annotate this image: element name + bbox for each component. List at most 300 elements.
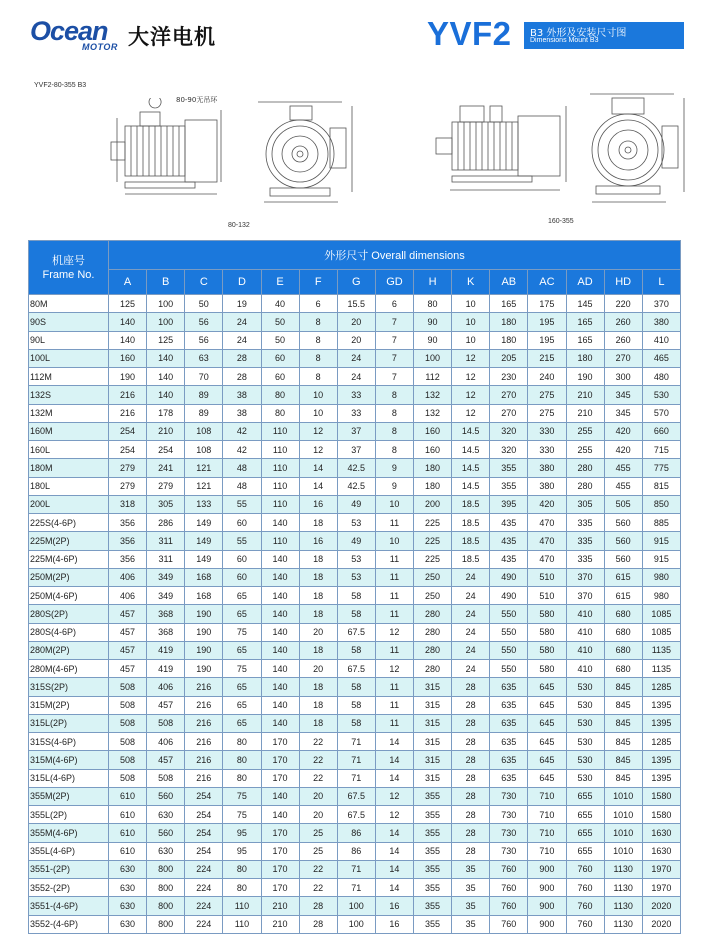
table-row	[29, 696, 681, 714]
dimension-cell: 1010	[604, 824, 642, 842]
dimension-cell: 35	[452, 860, 490, 878]
dimension-cell: 680	[604, 660, 642, 678]
dimension-cell: 160	[109, 349, 147, 367]
dimension-cell: 730	[490, 842, 528, 860]
frame-number-cell: 3551-(2P)	[29, 860, 109, 878]
dimension-cell: 190	[185, 641, 223, 659]
dimension-cell: 28	[452, 751, 490, 769]
dimension-cell: 18.5	[452, 495, 490, 513]
dimension-cell: 100	[337, 897, 375, 915]
dimension-cell: 356	[109, 514, 147, 532]
table-row	[29, 587, 681, 605]
dimension-cell: 25	[299, 824, 337, 842]
dimension-cell: 1130	[604, 915, 642, 933]
table-row	[29, 660, 681, 678]
dimension-cell: 14	[375, 824, 413, 842]
dimension-cell: 508	[109, 769, 147, 787]
column-header: AD	[566, 270, 604, 295]
dimension-cell: 355	[414, 842, 452, 860]
dimension-cell: 730	[490, 787, 528, 805]
dimension-cell: 53	[337, 568, 375, 586]
dimension-cell: 355	[414, 787, 452, 805]
dimension-cell: 760	[490, 879, 528, 897]
dimension-cell: 680	[604, 641, 642, 659]
dimension-cell: 508	[109, 678, 147, 696]
dimension-cell: 419	[147, 641, 185, 659]
dimension-cell: 37	[337, 422, 375, 440]
dimension-cell: 241	[147, 459, 185, 477]
dimension-cell: 89	[185, 386, 223, 404]
dimension-cell: 800	[147, 860, 185, 878]
dimension-cell: 160	[414, 422, 452, 440]
table-row	[29, 751, 681, 769]
dimension-cell: 508	[109, 696, 147, 714]
dimension-cell: 49	[337, 532, 375, 550]
dimension-cell: 18	[299, 605, 337, 623]
dimension-cell: 205	[490, 349, 528, 367]
dimension-cell: 1130	[604, 860, 642, 878]
frame-number-header	[29, 241, 109, 295]
dimension-cell: 800	[147, 879, 185, 897]
dimension-cell: 12	[452, 349, 490, 367]
dimension-cell: 315	[414, 733, 452, 751]
dimension-cell: 140	[261, 605, 299, 623]
dimension-cell: 210	[566, 404, 604, 422]
dimension-cell: 1285	[642, 733, 680, 751]
dimension-cell: 56	[185, 313, 223, 331]
frame-number-cell: 280S(4-6P)	[29, 623, 109, 641]
table-row	[29, 824, 681, 842]
dimension-cell: 80	[223, 860, 261, 878]
dimension-cell: 254	[185, 787, 223, 805]
dimension-cell: 67.5	[337, 660, 375, 678]
dimension-cell: 8	[299, 313, 337, 331]
dimension-cell: 560	[147, 787, 185, 805]
dimension-cell: 10	[452, 331, 490, 349]
dimension-cell: 86	[337, 824, 375, 842]
dimension-cell: 42.5	[337, 459, 375, 477]
dimension-cell: 140	[261, 696, 299, 714]
dimension-cell: 305	[566, 495, 604, 513]
dimension-cell: 58	[337, 641, 375, 659]
caption-small-frames: 80-132	[228, 222, 250, 229]
dimension-cell: 24	[452, 568, 490, 586]
dimension-cell: 100	[147, 313, 185, 331]
dimension-cell: 510	[528, 568, 566, 586]
frame-number-cell: 3552-(4-6P)	[29, 915, 109, 933]
table-row	[29, 787, 681, 805]
technical-drawings	[0, 70, 713, 240]
dimension-cell: 75	[223, 623, 261, 641]
dimension-cell: 108	[185, 422, 223, 440]
dimension-cell: 279	[147, 477, 185, 495]
dimension-cell: 465	[642, 349, 680, 367]
frame-number-cell: 112M	[29, 368, 109, 386]
logo-ocean-text: Ocean	[30, 16, 108, 46]
dimension-cell: 1580	[642, 787, 680, 805]
dimension-cell: 230	[490, 368, 528, 386]
dimension-cell: 24	[452, 605, 490, 623]
dimension-cell: 1970	[642, 860, 680, 878]
dimension-cell: 80	[223, 879, 261, 897]
dimension-cell: 140	[261, 568, 299, 586]
dimension-cell: 370	[642, 295, 680, 313]
dimension-cell: 410	[566, 605, 604, 623]
dimension-cell: 370	[566, 587, 604, 605]
dimension-cell: 24	[337, 349, 375, 367]
dimension-cell: 50	[185, 295, 223, 313]
dimension-cell: 355	[414, 806, 452, 824]
logo-chinese-name: 大洋电机	[128, 25, 216, 49]
dimension-cell: 80	[414, 295, 452, 313]
dimension-cell: 20	[299, 806, 337, 824]
dimension-cell: 170	[261, 733, 299, 751]
dimension-cell: 280	[566, 459, 604, 477]
dimension-cell: 320	[490, 441, 528, 459]
dimension-cell: 490	[490, 568, 528, 586]
dimension-cell: 815	[642, 477, 680, 495]
dimension-cell: 35	[452, 897, 490, 915]
dimension-cell: 216	[185, 769, 223, 787]
column-header-row	[29, 270, 681, 295]
frame-number-cell: 315S(4-6P)	[29, 733, 109, 751]
table-row	[29, 441, 681, 459]
dimension-cell: 18	[299, 641, 337, 659]
dimension-cell: 275	[528, 386, 566, 404]
motor-side-view-small	[95, 98, 245, 208]
dimension-cell: 210	[566, 386, 604, 404]
dimension-cell: 60	[223, 568, 261, 586]
dimension-cell: 14	[375, 751, 413, 769]
dimension-cell: 615	[604, 587, 642, 605]
dimension-cell: 8	[375, 386, 413, 404]
dimension-cell: 22	[299, 769, 337, 787]
dimension-cell: 800	[147, 897, 185, 915]
dimension-cell: 225	[414, 532, 452, 550]
dimension-cell: 18.5	[452, 514, 490, 532]
dimension-cell: 75	[223, 787, 261, 805]
dimension-cell: 140	[261, 678, 299, 696]
dimension-cell: 760	[490, 897, 528, 915]
dimension-cell: 180	[490, 313, 528, 331]
dimension-cell: 18	[299, 550, 337, 568]
column-header: AB	[490, 270, 528, 295]
dimension-cell: 224	[185, 915, 223, 933]
dimension-cell: 630	[109, 879, 147, 897]
dimension-cell: 110	[223, 897, 261, 915]
dimension-cell: 315	[414, 769, 452, 787]
frame-number-cell: 90S	[29, 313, 109, 331]
dimension-cell: 24	[223, 331, 261, 349]
dimension-cell: 11	[375, 714, 413, 732]
frame-number-cell: 315L(2P)	[29, 714, 109, 732]
table-row	[29, 386, 681, 404]
dimension-cell: 11	[375, 678, 413, 696]
dimension-cell: 15.5	[337, 295, 375, 313]
dimension-cell: 6	[299, 295, 337, 313]
dimension-cell: 58	[337, 678, 375, 696]
dimension-cell: 8	[299, 331, 337, 349]
table-row	[29, 769, 681, 787]
dimension-cell: 270	[604, 349, 642, 367]
dimension-cell: 250	[414, 587, 452, 605]
dimension-cell: 610	[109, 806, 147, 824]
dimension-cell: 20	[337, 313, 375, 331]
dimension-cell: 275	[528, 404, 566, 422]
dimension-cell: 660	[642, 422, 680, 440]
dimension-cell: 100	[147, 295, 185, 313]
dimension-cell: 550	[490, 623, 528, 641]
dimension-cell: 406	[147, 678, 185, 696]
dimension-cell: 58	[337, 605, 375, 623]
dimension-cell: 11	[375, 550, 413, 568]
dimension-cell: 170	[261, 824, 299, 842]
dimension-cell: 11	[375, 568, 413, 586]
dimension-cell: 100	[414, 349, 452, 367]
dimension-cell: 58	[337, 587, 375, 605]
dimension-cell: 435	[490, 550, 528, 568]
column-header: K	[452, 270, 490, 295]
dimension-cell: 1010	[604, 787, 642, 805]
dimension-cell: 915	[642, 550, 680, 568]
dimension-cell: 20	[337, 331, 375, 349]
frame-number-cell: 225S(4-6P)	[29, 514, 109, 532]
dimension-cell: 14.5	[452, 422, 490, 440]
dimension-cell: 37	[337, 441, 375, 459]
dimension-cell: 7	[375, 313, 413, 331]
dimension-cell: 14.5	[452, 441, 490, 459]
dimension-cell: 410	[642, 331, 680, 349]
frame-number-cell: 3551-(4-6P)	[29, 897, 109, 915]
dimension-cell: 615	[604, 568, 642, 586]
dimension-cell: 210	[147, 422, 185, 440]
dimension-cell: 28	[223, 349, 261, 367]
dimension-cell: 510	[528, 587, 566, 605]
frame-number-cell: 315M(2P)	[29, 696, 109, 714]
dimension-cell: 270	[490, 386, 528, 404]
dimension-cell: 630	[147, 842, 185, 860]
dimension-cell: 67.5	[337, 806, 375, 824]
frame-number-cell: 315M(4-6P)	[29, 751, 109, 769]
dimension-cell: 90	[414, 331, 452, 349]
dimension-cell: 22	[299, 879, 337, 897]
dimension-cell: 280	[566, 477, 604, 495]
dimension-cell: 140	[109, 331, 147, 349]
dimension-cell: 508	[147, 769, 185, 787]
dimension-cell: 25	[299, 842, 337, 860]
dimension-cell: 580	[528, 623, 566, 641]
dimension-cell: 1130	[604, 897, 642, 915]
dimension-cell: 845	[604, 751, 642, 769]
column-header: GD	[375, 270, 413, 295]
dimension-cell: 22	[299, 733, 337, 751]
dimension-cell: 560	[147, 824, 185, 842]
dimension-cell: 86	[337, 842, 375, 860]
frame-number-cell: 3552-(2P)	[29, 879, 109, 897]
dimension-cell: 112	[414, 368, 452, 386]
dimension-cell: 279	[109, 459, 147, 477]
column-header: AC	[528, 270, 566, 295]
dimension-cell: 11	[375, 587, 413, 605]
table-row	[29, 495, 681, 513]
dimension-cell: 14	[375, 769, 413, 787]
frame-number-cell: 100L	[29, 349, 109, 367]
dimension-cell: 80	[261, 386, 299, 404]
dimension-cell: 2020	[642, 915, 680, 933]
dimension-cell: 419	[147, 660, 185, 678]
dimension-cell: 121	[185, 477, 223, 495]
dimension-cell: 254	[109, 441, 147, 459]
column-header: C	[185, 270, 223, 295]
dimension-cell: 180	[490, 331, 528, 349]
dimension-cell: 95	[223, 824, 261, 842]
dimension-cell: 760	[566, 897, 604, 915]
dimension-cell: 65	[223, 587, 261, 605]
dimension-cell: 550	[490, 641, 528, 659]
dimension-cell: 8	[299, 368, 337, 386]
column-header: HD	[604, 270, 642, 295]
table-row	[29, 349, 681, 367]
frame-number-cell: 355L(4-6P)	[29, 842, 109, 860]
column-header: L	[642, 270, 680, 295]
dimension-cell: 530	[566, 733, 604, 751]
dimension-cell: 19	[223, 295, 261, 313]
badge-title-cn: B3 外形及安装尺寸图	[530, 28, 627, 39]
dimension-cell: 170	[261, 860, 299, 878]
dimensions-table	[28, 240, 681, 934]
dimension-cell: 42.5	[337, 477, 375, 495]
dimension-cell: 470	[528, 550, 566, 568]
dimension-cell: 380	[528, 459, 566, 477]
table-row	[29, 514, 681, 532]
dimension-cell: 457	[109, 605, 147, 623]
dimension-cell: 28	[452, 769, 490, 787]
dimension-cell: 149	[185, 514, 223, 532]
dimension-cell: 655	[566, 824, 604, 842]
dimension-cell: 455	[604, 477, 642, 495]
dimension-cell: 645	[528, 733, 566, 751]
dimension-cell: 368	[147, 605, 185, 623]
table-row	[29, 477, 681, 495]
frame-number-cell: 280M(4-6P)	[29, 660, 109, 678]
dimension-cell: 18	[299, 714, 337, 732]
dimension-cell: 1630	[642, 842, 680, 860]
dimension-cell: 335	[566, 514, 604, 532]
dimension-cell: 60	[261, 368, 299, 386]
dimension-cell: 140	[261, 514, 299, 532]
dimension-cell: 58	[337, 696, 375, 714]
dimension-cell: 28	[452, 806, 490, 824]
dimension-cell: 355	[490, 477, 528, 495]
table-row	[29, 623, 681, 641]
dimension-cell: 580	[528, 605, 566, 623]
dimension-cell: 730	[490, 806, 528, 824]
dimension-cell: 1130	[604, 879, 642, 897]
dimension-cell: 10	[299, 386, 337, 404]
dimension-cell: 980	[642, 587, 680, 605]
dimension-cell: 345	[604, 386, 642, 404]
dimension-cell: 355	[414, 824, 452, 842]
dimension-cell: 330	[528, 422, 566, 440]
dimension-cell: 680	[604, 605, 642, 623]
dimension-cell: 254	[109, 422, 147, 440]
dimension-cell: 335	[566, 550, 604, 568]
dimension-cell: 800	[147, 915, 185, 933]
dimension-cell: 1970	[642, 879, 680, 897]
dimension-cell: 80	[223, 751, 261, 769]
dimension-cell: 900	[528, 897, 566, 915]
dimension-cell: 318	[109, 495, 147, 513]
dimension-cell: 610	[109, 842, 147, 860]
dimension-cell: 40	[261, 295, 299, 313]
table-row	[29, 568, 681, 586]
dimension-cell: 18	[299, 587, 337, 605]
dimension-cell: 850	[642, 495, 680, 513]
dimension-cell: 190	[109, 368, 147, 386]
frame-number-cell: 160M	[29, 422, 109, 440]
dimension-cell: 100	[337, 915, 375, 933]
dimension-cell: 710	[528, 787, 566, 805]
dimension-cell: 630	[109, 897, 147, 915]
dimension-cell: 224	[185, 879, 223, 897]
dimension-cell: 195	[528, 313, 566, 331]
dimension-cell: 508	[147, 714, 185, 732]
no-lifting-ring-note: 80-90无吊环	[176, 96, 218, 104]
dimension-cell: 915	[642, 532, 680, 550]
dimension-cell: 457	[147, 751, 185, 769]
dimension-cell: 410	[566, 660, 604, 678]
dimension-cell: 190	[566, 368, 604, 386]
dimension-cell: 368	[147, 623, 185, 641]
dimension-cell: 254	[147, 441, 185, 459]
logo-motor-text: MOTOR	[82, 42, 118, 52]
dimension-cell: 14	[375, 860, 413, 878]
dimension-cell: 320	[490, 422, 528, 440]
dimension-cell: 224	[185, 860, 223, 878]
dimension-cell: 505	[604, 495, 642, 513]
dimension-cell: 1395	[642, 696, 680, 714]
dimension-cell: 645	[528, 714, 566, 732]
table-row	[29, 714, 681, 732]
dimension-cell: 133	[185, 495, 223, 513]
dimension-cell: 508	[109, 714, 147, 732]
dimension-cell: 550	[490, 605, 528, 623]
dimension-cell: 260	[604, 331, 642, 349]
dimension-cell: 12	[375, 787, 413, 805]
dimension-cell: 470	[528, 514, 566, 532]
dimension-cell: 140	[261, 660, 299, 678]
dimension-cell: 65	[223, 678, 261, 696]
dimension-cell: 457	[109, 641, 147, 659]
table-row	[29, 733, 681, 751]
badge-title-en: Dimensions Mount B3	[530, 37, 599, 44]
dimension-cell: 635	[490, 751, 528, 769]
dimension-cell: 1395	[642, 714, 680, 732]
dimension-cell: 280	[414, 641, 452, 659]
dimension-cell: 110	[261, 532, 299, 550]
dimension-cell: 18.5	[452, 550, 490, 568]
table-row	[29, 331, 681, 349]
dimension-cell: 560	[604, 532, 642, 550]
dimension-cell: 28	[223, 368, 261, 386]
column-header: G	[337, 270, 375, 295]
dimension-cell: 279	[109, 477, 147, 495]
dimension-cell: 760	[566, 879, 604, 897]
dimension-cell: 280	[414, 660, 452, 678]
frame-number-cell: 315S(2P)	[29, 678, 109, 696]
header-badge	[524, 22, 684, 49]
dimension-cell: 315	[414, 696, 452, 714]
